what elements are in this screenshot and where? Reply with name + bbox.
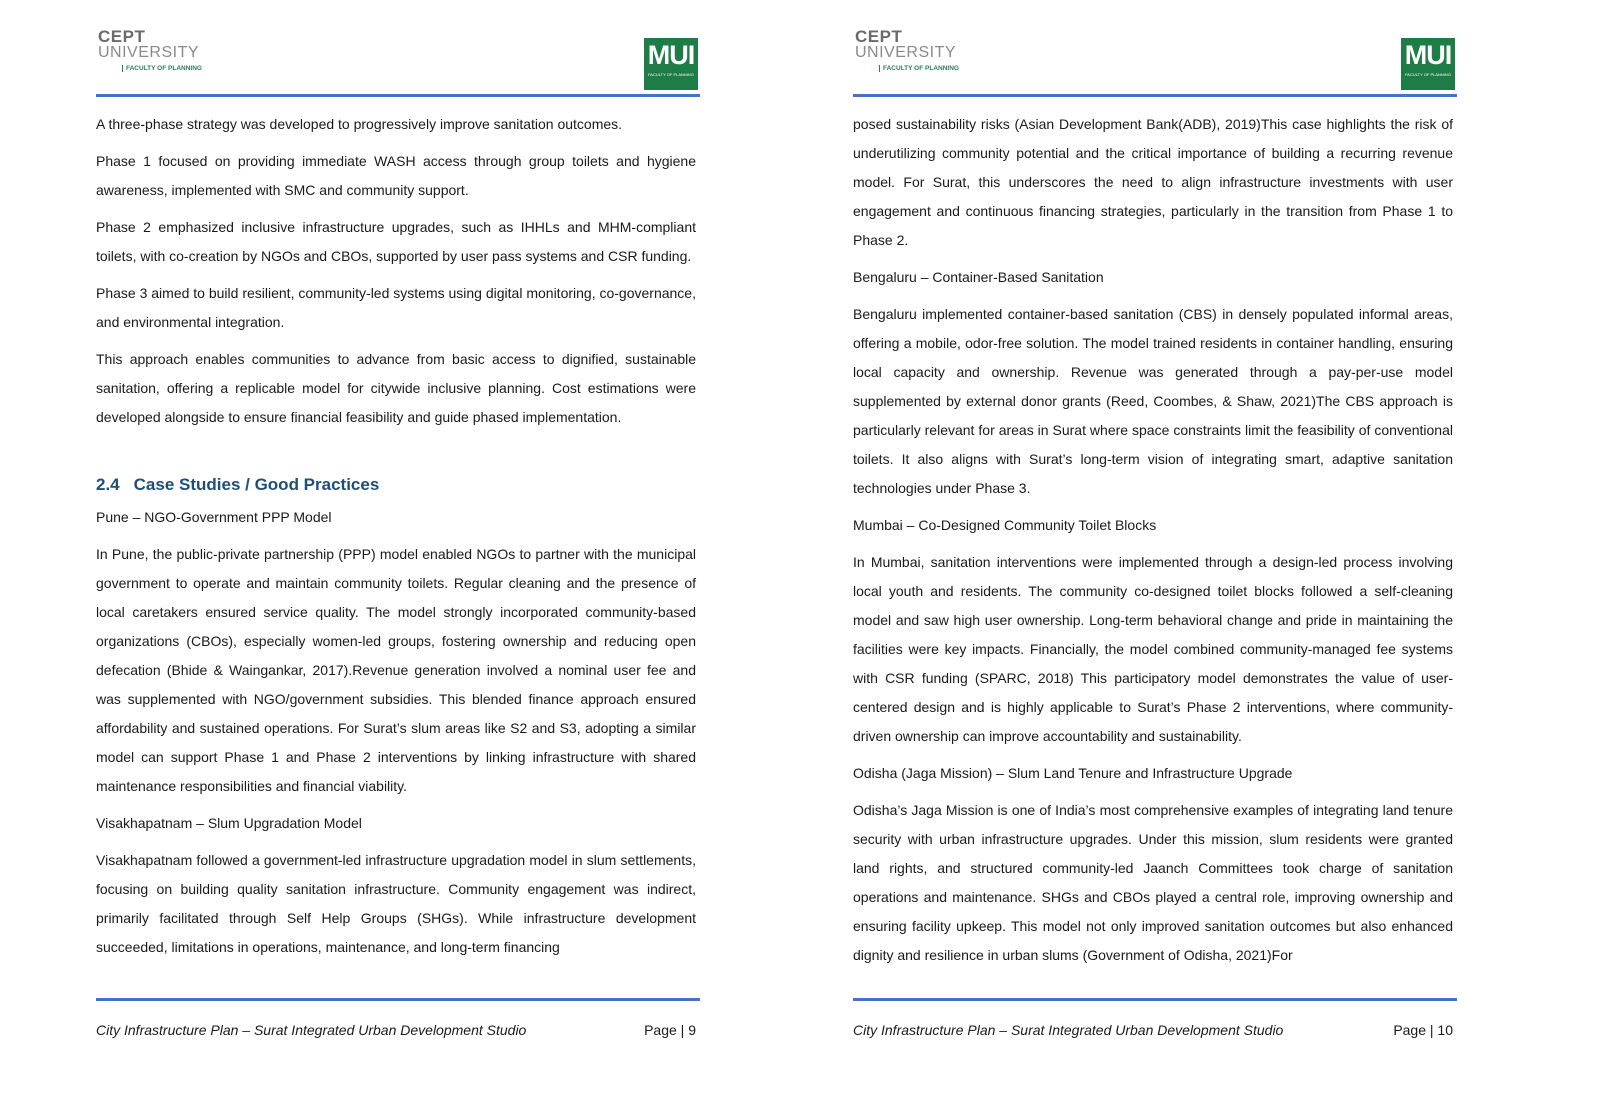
mui-logo-subtext: FACULTY OF PLANNING	[648, 72, 694, 77]
cept-faculty-label: FACULTY OF PLANNING	[879, 65, 959, 72]
case-heading-bengaluru: Bengaluru – Container-Based Sanitation	[853, 269, 1104, 285]
paragraph: This approach enables communities to advance from basic access to dignified, sustainable sanitation, offering a replicable model for citywide inclusive planning. Cost estimations were developed alongside to ensure financial feasibility and guide phased implementation.	[96, 351, 696, 425]
cept-university-logo	[98, 28, 208, 88]
case-text-pune: In Pune, the public-private partnership (PPP) model enabled NGOs to partner with the municipal government to operate and maintain community toilets. Regular cleaning and the presence of local caretakers ensured service quality. The model strongly incorporated community-based organizations (CBOs), especially women-led groups, fostering ownership and reducing open defecation (Bhide & Waingankar, 2017).Revenue generation involved a nominal user fee and was supplemented with NGO/government subsidies. This blended finance approach ensured affordability and sustained operations. For Surat’s slum areas like S2 and S3, adopting a similar model can support Phase 1 and Phase 2 interventions by linking infrastructure with shared maintenance responsibilities and financial viability.	[96, 546, 696, 794]
footer-title: City Infrastructure Plan – Surat Integrated Urban Development Studio	[96, 1022, 527, 1038]
case-heading-odisha: Odisha (Jaga Mission) – Slum Land Tenure and Infrastructure Upgrade	[853, 765, 1293, 781]
page-header	[853, 28, 1457, 96]
document-page-right	[853, 0, 1473, 1119]
footer-divider	[853, 998, 1457, 1001]
case-text-visakhapatnam: Visakhapatnam followed a government-led infrastructure upgradation model in slum settlements, focusing on building quality sanitation infrastructure. Community engagement was indirect, primarily facilitated through Self Help Groups (SHGs). While infrastructure development succeeded, limitations in operations, maintenance, and long-term financing	[96, 852, 696, 955]
page-body	[853, 110, 1453, 978]
paragraph: Phase 3 aimed to build resilient, community-led systems using digital monitoring, co-governance, and environmental integration.	[96, 285, 696, 330]
mui-logo	[644, 38, 698, 90]
page-header	[96, 28, 700, 96]
paragraph: Phase 2 emphasized inclusive infrastructure upgrades, such as IHHLs and MHM-compliant toilets, with co-creation by NGOs and CBOs, supported by user pass systems and CSR funding.	[96, 219, 696, 264]
mui-logo-subtext: FACULTY OF PLANNING	[1405, 72, 1451, 77]
paragraph: A three-phase strategy was developed to progressively improve sanitation outcomes.	[96, 116, 623, 132]
section-title: Case Studies / Good Practices	[133, 475, 380, 494]
document-page-left	[96, 0, 716, 1119]
page-footer	[853, 1022, 1453, 1038]
page-number: Page | 9	[644, 1022, 696, 1038]
case-heading-pune: Pune – NGO-Government PPP Model	[96, 509, 332, 525]
case-heading-visakhapatnam: Visakhapatnam – Slum Upgradation Model	[96, 815, 362, 831]
header-divider	[853, 94, 1457, 97]
cept-logo-line1: CEPT	[98, 27, 146, 46]
section-number: 2.4	[96, 475, 120, 494]
paragraph: posed sustainability risks (Asian Development Bank(ADB), 2019)This case highlights the risk of underutilizing community potential and the critical importance of building a recurring revenue model. For Surat, this underscores the need to align infrastructure investments with user engagement and continuous financing strategies, particularly in the transition from Phase 1 to Phase 2.	[853, 116, 1453, 248]
paragraph: Phase 1 focused on providing immediate WASH access through group toilets and hygiene awareness, implemented with SMC and community support.	[96, 153, 696, 198]
cept-logo-line2: UNIVERSITY	[98, 44, 200, 61]
footer-divider	[96, 998, 700, 1001]
mui-logo	[1401, 38, 1455, 90]
header-divider	[96, 94, 700, 97]
cept-logo-line2: UNIVERSITY	[855, 44, 957, 61]
mui-logo-text: MUI	[647, 40, 695, 70]
cept-faculty-label: FACULTY OF PLANNING	[122, 65, 202, 72]
mui-logo-text: MUI	[1404, 40, 1452, 70]
page-number: Page | 10	[1393, 1022, 1453, 1038]
cept-logo-line1: CEPT	[855, 27, 903, 46]
footer-title: City Infrastructure Plan – Surat Integrated Urban Development Studio	[853, 1022, 1284, 1038]
case-heading-mumbai: Mumbai – Co-Designed Community Toilet Blocks	[853, 517, 1157, 533]
case-text-mumbai: In Mumbai, sanitation interventions were implemented through a design-led process involving local youth and residents. The community co-designed toilet blocks followed a self-cleaning model and saw high user ownership. Long-term behavioral change and pride in maintaining the facilities were key impacts. Financially, the model combined community-managed fee systems with CSR funding (SPARC, 2018) This participatory model demonstrates the value of user-centered design and is highly applicable to Surat’s Phase 2 interventions, where community-driven ownership can improve accountability and sustainability.	[853, 554, 1453, 744]
section-heading	[96, 470, 696, 499]
case-text-bengaluru: Bengaluru implemented container-based sanitation (CBS) in densely populated informal areas, offering a mobile, odor-free solution. The model trained residents in container handling, ensuring local capacity and ownership. Revenue was generated through a pay-per-use model supplemented by external donor grants (Reed, Coombes, & Shaw, 2021)The CBS approach is particularly relevant for areas in Surat where space constraints limit the feasibility of conventional toilets. It also aligns with Surat’s long-term vision of integrating smart, adaptive sanitation technologies under Phase 3.	[853, 306, 1453, 496]
cept-university-logo	[855, 28, 965, 88]
case-text-odisha: Odisha’s Jaga Mission is one of India’s most comprehensive examples of integrating land tenure security with urban infrastructure upgrades. Under this mission, slum residents were granted land rights, and structured community-led Jaanch Committees took charge of sanitation operations and maintenance. SHGs and CBOs played a central role, improving ownership and ensuring facility upkeep. This model not only improved sanitation outcomes but also enhanced dignity and resilience in urban slums (Government of Odisha, 2021)For	[853, 802, 1453, 963]
page-body	[96, 110, 696, 970]
page-footer	[96, 1022, 696, 1038]
